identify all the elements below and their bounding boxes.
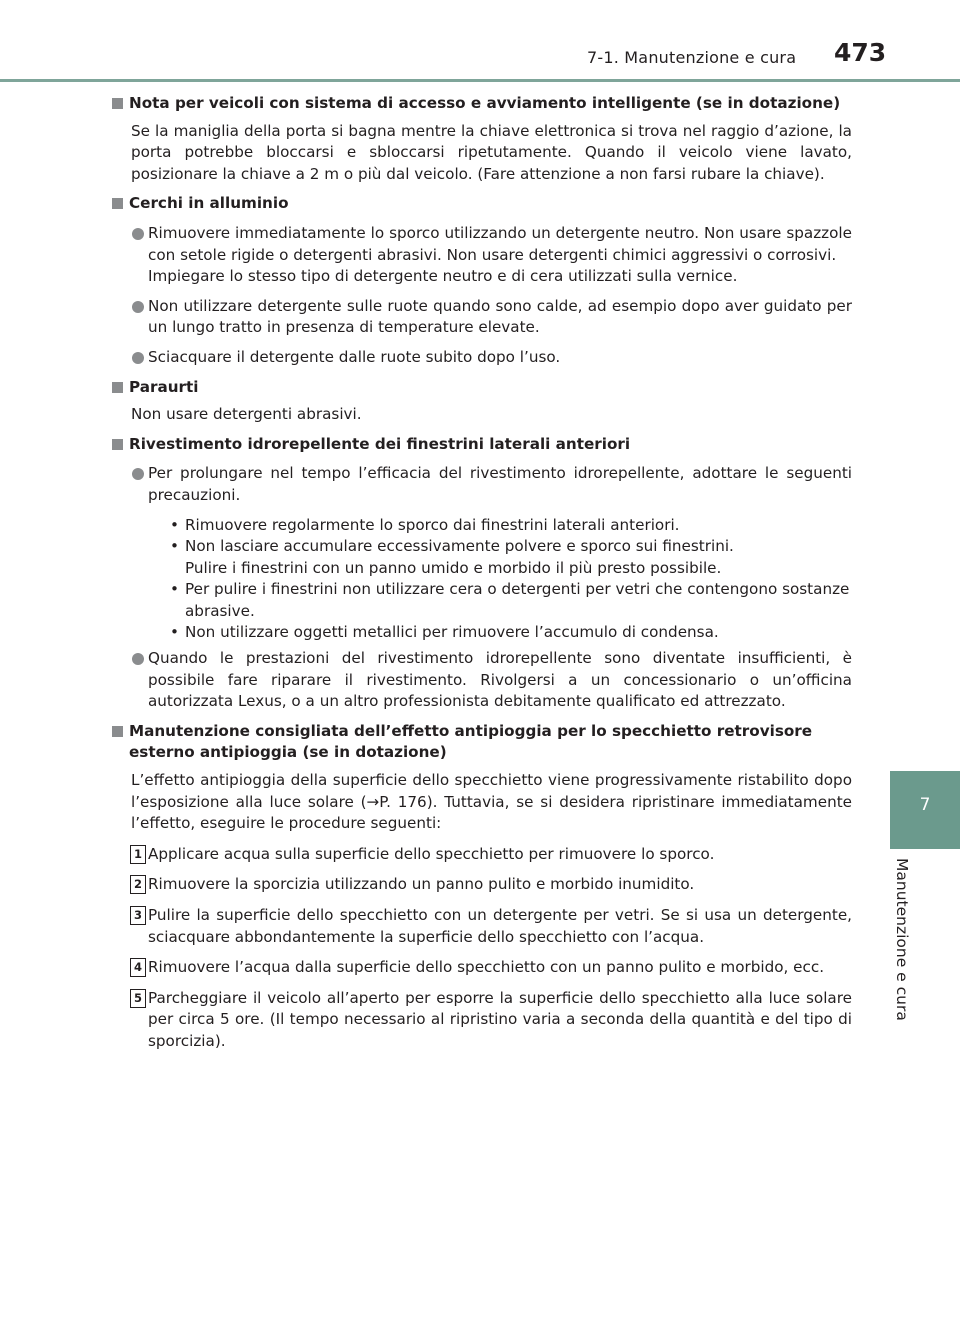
step-number: 4	[130, 958, 146, 977]
bullet-text: Rimuovere immediatamente lo sporco utilizzando un detergente neutro. Non usare spazzole con setole rigide o detergenti abrasivi. Non usare detergenti chimici aggressivi o corrosivi.	[148, 223, 852, 264]
dot-bullet-icon: •	[170, 623, 179, 642]
square-bullet-icon	[112, 726, 123, 737]
sub-item-text: Per pulire i finestrini non utilizzare cera o detergenti per vetri che contengono sostanze abrasive.	[185, 580, 850, 620]
step-number: 1	[130, 845, 146, 864]
circle-bullet-icon	[132, 653, 144, 665]
sub-item	[168, 536, 852, 579]
step-number: 2	[130, 875, 146, 894]
chapter-number: 7	[919, 795, 931, 815]
dot-bullet-icon: •	[170, 580, 179, 599]
bullet-text: Non utilizzare detergente sulle ruote quando sono calde, ad esempio dopo aver guidato per un lungo tratto in presenza di temperature elevate.	[148, 296, 852, 337]
section-heading	[111, 93, 852, 115]
section-heading-text: Paraurti	[129, 377, 199, 396]
square-bullet-icon	[112, 439, 123, 450]
step-item	[133, 957, 852, 979]
bullet-item	[131, 463, 852, 506]
square-bullet-icon	[112, 198, 123, 209]
sub-item-text: Non utilizzare oggetti metallici per rimuovere l’accumulo di condensa.	[185, 623, 719, 642]
square-bullet-icon	[112, 382, 123, 393]
chapter-label: Manutenzione e cura	[893, 858, 911, 1021]
bullet-text: Sciacquare il detergente dalle ruote subito dopo l’uso.	[148, 347, 561, 366]
bullet-text: Quando le prestazioni del rivestimento idrorepellente sono diventate insufficienti, è possibile fare riparare il rivestimento. Rivolgersi a un concessionario o un’officina autorizzata Lexus, o a un altro professionista debitamente qualificato ed attrezzato.	[148, 649, 852, 711]
sub-item-text: Non lasciare accumulare eccessivamente polvere e sporco sui finestrini.	[185, 537, 734, 556]
section-title: 7-1. Manutenzione e cura	[587, 48, 797, 67]
step-text: Rimuovere l’acqua dalla superficie dello specchietto con un panno pulito e morbido, ecc.	[148, 958, 825, 977]
step-text: Applicare acqua sulla superficie dello specchietto per rimuovere lo sporco.	[148, 844, 715, 863]
section-heading-text: Cerchi in alluminio	[129, 194, 289, 213]
bullet-item	[131, 223, 852, 288]
paragraph: L’effetto antipioggia della superficie dello specchietto viene progressivamente ristabilito dopo l’esposizione alla luce solare (→P. 176). Tuttavia, se si desidera ripristinare immediatamente l’effetto, eseguire le procedure seguenti:	[131, 771, 852, 833]
step-item	[133, 988, 852, 1053]
step-item	[133, 905, 852, 948]
step-item	[133, 844, 852, 866]
circle-bullet-icon	[132, 228, 144, 240]
bullet-text: Impiegare lo stesso tipo di detergente neutro e di cera utilizzati sulla vernice.	[148, 267, 738, 286]
step-item	[133, 874, 852, 896]
section-heading	[111, 721, 852, 764]
section-heading	[111, 377, 852, 399]
step-text: Pulire la superficie dello specchietto con un detergente per vetri. Se si usa un detergente, sciacquare abbondantemente la superficie dello specchietto con l’acqua.	[148, 906, 852, 946]
header-divider	[0, 79, 960, 82]
step-number: 3	[130, 906, 146, 925]
circle-bullet-icon	[132, 301, 144, 313]
page-number: 473	[834, 38, 887, 67]
section-heading-text: Nota per veicoli con sistema di accesso e avviamento intelligente (se in dotazione)	[129, 94, 841, 112]
bullet-text: Per prolungare nel tempo l’efficacia del rivestimento idrorepellente, adottare le seguenti precauzioni.	[148, 464, 852, 504]
section-heading	[111, 434, 852, 456]
sub-item-text: Rimuovere regolarmente lo sporco dai finestrini laterali anteriori.	[185, 515, 680, 534]
bullet-item	[131, 296, 852, 339]
section-heading-text: Rivestimento idrorepellente dei finestrini laterali anteriori	[129, 434, 631, 453]
sub-item	[168, 622, 852, 644]
sub-item	[168, 579, 852, 622]
circle-bullet-icon	[132, 352, 144, 364]
sub-item-text: Pulire i finestrini con un panno umido e morbido il più presto possibile.	[185, 558, 722, 577]
paragraph: Se la maniglia della porta si bagna mentre la chiave elettronica si trova nel raggio d’azione, la porta potrebbe bloccarsi e sbloccarsi ripetutamente. Quando il veicolo viene lavato, posizionare la chiave a 2 m o più dal veicolo. (Fare attenzione a non farsi rubare la chiave).	[131, 121, 852, 183]
step-number: 5	[130, 989, 146, 1008]
section-heading	[111, 193, 852, 215]
bullet-item	[131, 648, 852, 713]
bullet-item	[131, 347, 852, 369]
page-content	[111, 93, 852, 1053]
step-text: Rimuovere la sporcizia utilizzando un panno pulito e morbido inumidito.	[148, 875, 695, 894]
circle-bullet-icon	[132, 468, 144, 480]
dot-bullet-icon: •	[170, 515, 179, 534]
sub-item	[168, 515, 852, 537]
step-text: Parcheggiare il veicolo all’aperto per esporre la superficie dello specchietto alla luce solare per circa 5 ore. (Il tempo necessario al ripristino varia a seconda della quantità e del tipo di sporcizia).	[148, 988, 852, 1050]
dot-bullet-icon: •	[170, 537, 179, 556]
section-heading-text: Manutenzione consigliata dell’effetto antipioggia per lo specchietto retrovisore esterno antipioggia (se in dotazione)	[129, 721, 813, 762]
paragraph: Non usare detergenti abrasivi.	[131, 405, 362, 424]
square-bullet-icon	[112, 98, 123, 109]
